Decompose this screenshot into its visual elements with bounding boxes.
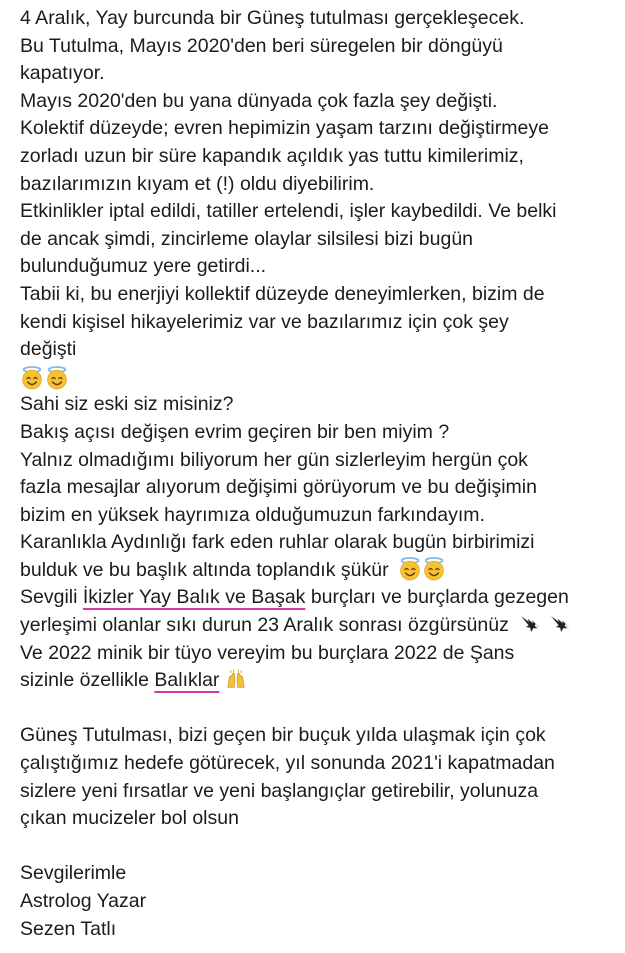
angel-emoji-row (20, 364, 620, 392)
text-line: Etkinlikler iptal edildi, tatiller ertelendi, işler kaybedildi. Ve belki (20, 200, 557, 223)
text-line: kendi kişisel hikayelerimiz var ve bazılarımız için çok şey (20, 310, 509, 333)
text-segment: burçları ve burçlarda gezegen (305, 586, 569, 609)
text-line: bizim en yüksek hayrımıza olduğumuzun farkındayım. (20, 503, 485, 526)
text-line-with-highlight (20, 584, 620, 612)
raising-hands-icon (225, 667, 247, 695)
angel-icon (20, 366, 44, 390)
text-line: Güneş Tutulması, bizi geçen bir buçuk yılda ulaşmak için çok (20, 724, 546, 747)
text-line: değişti (20, 338, 77, 361)
highlighted-sign: Balıklar (154, 669, 220, 692)
eagle-icon (548, 612, 572, 640)
text-line: Bu Tutulma, Mayıs 2020'den beri süregelen bir döngüyü (20, 34, 503, 57)
text-segment: yerleşimi olanlar sıkı durun 23 Aralık sonrası özgürsünüz (20, 614, 509, 637)
text-line: Ve 2022 minik bir tüyo vereyim bu burçlara 2022 de Şans (20, 641, 515, 664)
signature-line: Sevgilerimle (20, 862, 127, 885)
highlighted-signs: İkizler Yay Balık ve Başak (82, 586, 306, 609)
text-line: zorladı uzun bir süre kapandık açıldık yas tuttu kimilerimiz, (20, 144, 524, 167)
text-line: Kolektif düzeyde; evren hepimizin yaşam tarzını değiştirmeye (20, 117, 549, 140)
text-line-with-emoji (20, 557, 620, 585)
text-line: sizlere yeni fırsatlar ve yeni başlangıçlar getirebilir, yolunuza (20, 779, 539, 802)
paragraph-break (20, 833, 620, 861)
text-line: Bakış açısı değişen evrim geçiren bir ben miyim ? (20, 420, 450, 443)
text-line: kapatıyor. (20, 62, 105, 85)
post-body (20, 5, 620, 943)
text-line: Sahi siz eski siz misiniz? (20, 393, 234, 416)
text-line: Mayıs 2020'den bu yana dünyada çok fazla şey değişti. (20, 89, 498, 112)
signature-name: Sezen Tatlı (20, 917, 117, 940)
text-segment: bulduk ve bu başlık altında toplandık şükür (20, 558, 389, 581)
text-line: de ancak şimdi, zincirleme olaylar silsilesi bizi bugün (20, 227, 474, 250)
paragraph-break (20, 695, 620, 723)
text-line: çalıştığımız hedefe götürecek, yıl sonunda 2021'i kapatmadan (20, 752, 555, 775)
text-line: çıkan mucizeler bol olsun (20, 807, 239, 830)
text-line: bazılarımızın kıyam et (!) oldu diyebilirim. (20, 172, 375, 195)
text-segment: sizinle özellikle (20, 669, 149, 692)
text-line: bulunduğumuz yere getirdi... (20, 255, 267, 278)
angel-icon (422, 557, 446, 585)
text-line-with-highlight (20, 667, 620, 695)
text-line: fazla mesajlar alıyorum değişimi görüyorum ve bu değişimin (20, 476, 537, 499)
text-line: Karanlıkla Aydınlığı fark eden ruhlar olarak bugün birbirimizi (20, 531, 535, 554)
text-line: Yalnız olmadığımı biliyorum her gün sizlerleyim hergün çok (20, 448, 528, 471)
angel-icon (45, 366, 69, 390)
text-segment: Sevgili (20, 586, 78, 609)
angel-icon (398, 557, 422, 585)
text-line: Tabii ki, bu enerjiyi kollektif düzeyde deneyimlerken, bizim de (20, 282, 545, 305)
signature-line: Astrolog Yazar (20, 890, 147, 912)
eagle-icon (518, 612, 542, 640)
text-line-with-emoji (20, 612, 620, 640)
text-line: 4 Aralık, Yay burcunda bir Güneş tutulması gerçekleşecek. (20, 7, 525, 29)
